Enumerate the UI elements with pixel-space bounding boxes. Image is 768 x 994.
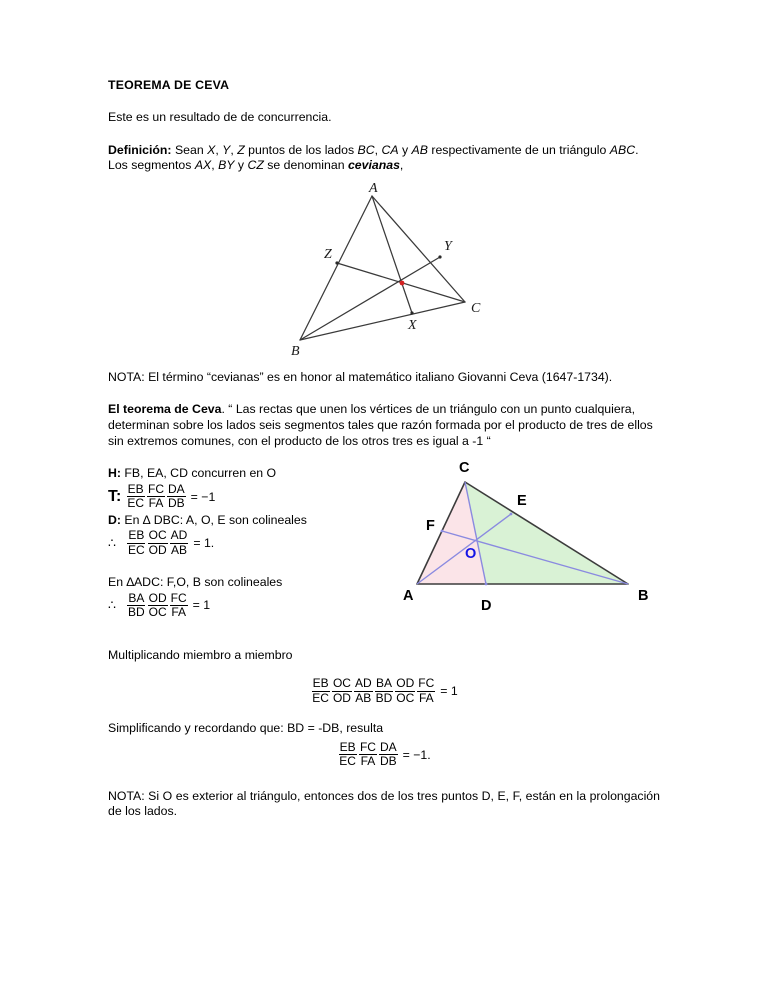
demonstration-label: D: [108,512,121,527]
segment-ax: AX [194,158,212,173]
fraction-numerator: FC [359,739,376,754]
demonstration-result: = 1. [193,536,215,550]
fraction-numerator: AD [170,528,188,543]
figure1-label-b: B [291,343,300,359]
fraction [379,741,398,769]
definition-text-c: respectivamente de un triángulo [427,142,610,157]
fraction-numerator: OC [332,676,351,691]
page-title: TEOREMA DE CEVA [108,78,230,92]
product-expression [310,677,457,705]
fraction [170,529,189,557]
fraction-denominator: EC [339,754,356,769]
intro-paragraph: Este es un resultado de de concurrencia. [108,110,332,124]
side-bc-line [300,302,465,340]
fraction-denominator: FA [171,605,186,620]
fraction-numerator: DA [168,481,185,496]
fraction [148,592,168,620]
fraction-numerator: EB [128,528,145,543]
fraction-numerator: OC [148,528,167,543]
fraction [417,677,435,705]
nota-exterior: NOTA: Si O es exterior al triángulo, entonces dos de los tres puntos D, E, F, están en la prolongación de los lados. [108,788,660,819]
figure1-label-c: C [471,300,481,316]
multiplying-label: Multiplicando miembro a miembro [108,647,293,662]
hypothesis-label: H: [108,466,121,481]
point-y: Y [222,142,231,157]
figure2-label-e: E [517,493,527,510]
fraction-numerator: OD [148,590,167,605]
thesis-label: T: [108,487,122,505]
proof-adc [108,575,408,591]
fraction-denominator: DB [168,496,185,511]
fraction [332,677,352,705]
fraction [170,592,188,620]
figure-triangle-cevians [108,180,660,370]
proof-hypothesis [108,466,408,482]
fraction-numerator: FC [170,590,187,605]
hypothesis-text: FB, EA, CD concurren en O [120,466,277,481]
fraction-numerator: EB [127,481,144,496]
theorem-text: . “ Las rectas que unen los vértices de un triángulo con un punto cualquiera, determinan sobre los lados seis segmentos tales que razón formada por el producto de tres de ellos sin extremos comunes, con el producto de los otros tres es igual a -1 “ [108,402,653,448]
figure2-label-a: A [403,588,414,605]
fraction [127,529,146,557]
fraction-denominator: FA [418,690,434,705]
sep-2: , [230,142,238,157]
definition-text-b: puntos de los lados [244,142,358,157]
fraction-denominator: EC [128,542,145,557]
fraction [375,677,394,705]
figure-triangle-colored [393,450,663,615]
cevian-ax [372,196,412,313]
point-z-dot [335,261,338,264]
demonstration-text: En ∆ DBC: A, O, E son colineales [120,512,307,527]
proof-demonstration [108,513,408,529]
segment-cz: CZ [247,158,264,173]
figure1-label-y: Y [444,238,452,254]
thesis-expression [125,483,215,511]
fraction-denominator: AB [171,542,188,557]
adc-expression-row [108,592,408,620]
proof-steps [108,466,408,619]
sep-6: y [234,158,248,173]
side-ab: AB [411,142,428,157]
point-e-dot [510,513,513,516]
proof-block [108,460,660,620]
sep-1: , [215,142,223,157]
figure1-label-a: A [369,180,378,196]
definition-text-a: Sean [171,142,208,157]
document-body [108,78,660,820]
point-d-dot [485,583,488,586]
fraction-denominator: FA [148,496,164,511]
fraction-denominator: OC [148,605,167,620]
thesis-result: = −1 [190,489,216,504]
fraction-numerator: FC [418,676,435,691]
side-ca: CA [381,142,399,157]
product-equation [108,677,660,705]
sep-5: , [211,158,219,173]
fraction-denominator: BD [128,605,145,620]
figure2-label-f: F [426,518,435,535]
fraction [395,677,415,705]
point-y-dot [438,255,441,258]
definition-label: Definición: [108,142,172,157]
product-result: = 1 [440,684,458,699]
simplifying-label: Simplificando y recordando que: BD = -DB, resulta [108,721,384,736]
definition-text-d: . Los segmentos [108,142,639,173]
fraction [338,741,357,769]
fraction-numerator: AD [354,676,372,691]
nota-cevianas: NOTA: El término “cevianas” es en honor al matemático italiano Giovanni Ceva (1647-1734). [108,369,613,384]
fraction-numerator: EB [312,676,329,691]
segment-by: BY [218,158,235,173]
adc-result: = 1 [192,598,211,613]
concurrency-point-dot [400,280,405,285]
sep-4: y [398,142,412,157]
fraction [311,677,330,705]
theorem-paragraph [108,402,660,449]
fraction [359,741,377,769]
fraction-denominator: OD [332,690,351,705]
fraction [126,483,145,511]
triangle-abc: ABC [609,142,636,157]
point-x: X [207,142,216,157]
figure2-label-c: C [459,460,470,477]
final-equation [108,741,660,769]
point-f-dot [441,530,444,533]
fraction [147,483,165,511]
fraction-denominator: OC [396,690,415,705]
figure2-label-o: O [465,546,477,563]
theorem-label: El teorema de Ceva [108,402,222,417]
definition-text-e: se denominan [263,158,348,173]
figure1-label-z: Z [324,246,332,262]
fraction-denominator: EC [127,496,144,511]
adc-expression [126,592,210,620]
fraction-numerator: BA [375,676,392,691]
fraction-denominator: BD [375,690,393,705]
figure2-label-d: D [481,598,492,615]
fraction-numerator: DA [379,739,397,754]
sep-7: , [399,158,404,173]
fraction-denominator: AB [355,690,372,705]
fraction-numerator: BA [128,590,145,605]
point-z: Z [237,142,245,157]
fraction [167,483,186,511]
therefore-symbol: ∴ [108,536,116,550]
definition-paragraph [108,143,660,174]
figure2-label-b: B [638,588,649,605]
fraction-numerator: FC [148,481,164,496]
fraction-denominator: FA [360,754,376,769]
sep-3: , [374,142,382,157]
fraction-numerator: OD [396,676,415,691]
fraction [127,592,146,620]
figure1-label-x: X [408,317,417,333]
fraction [148,529,168,557]
fraction-denominator: DB [379,754,397,769]
final-result: = −1. [402,747,431,762]
demonstration-expression [126,529,214,557]
fraction-numerator: EB [339,739,356,754]
proof-thesis [108,483,408,511]
fraction-denominator: OD [148,542,167,557]
therefore-symbol: ∴ [108,598,116,613]
adc-text: En ∆ADC: F,O, B son colineales [108,575,283,590]
fraction [354,677,373,705]
fraction-denominator: EC [312,690,329,705]
final-expression [337,741,430,769]
demonstration-expression-row [108,529,408,557]
point-x-dot [410,311,413,314]
side-bc: BC [357,142,375,157]
term-cevianas: cevianas [347,158,400,173]
